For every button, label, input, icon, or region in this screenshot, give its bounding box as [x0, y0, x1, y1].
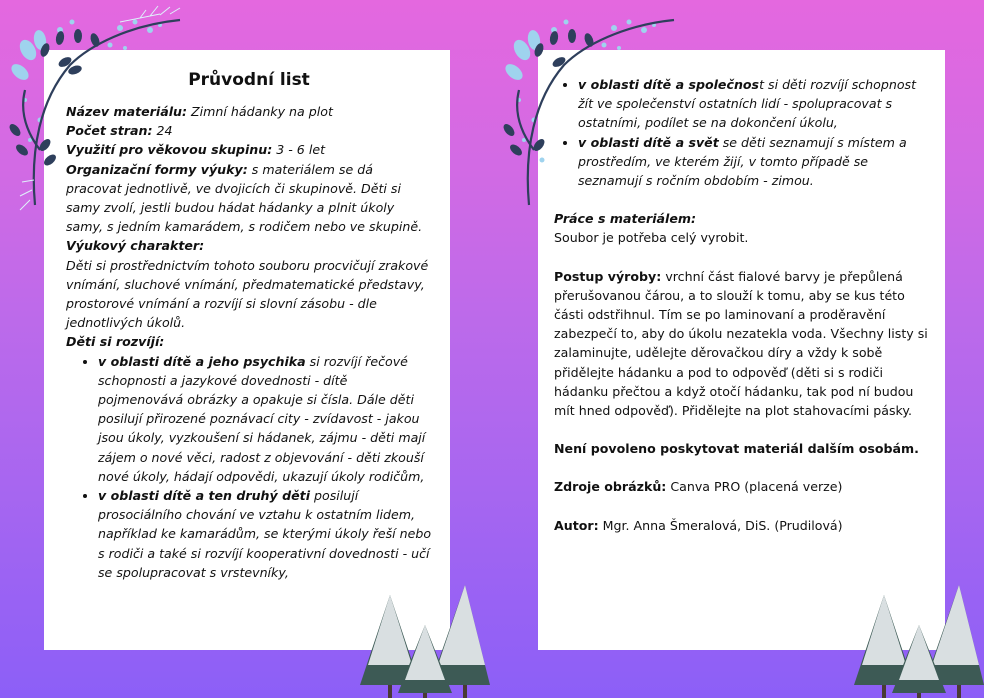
sources-label: Zdroje obrázků: — [554, 479, 667, 495]
procedure — [554, 267, 929, 421]
image-sources — [554, 477, 929, 496]
notice: Není povoleno poskytovat materiál dalším osobám. — [554, 441, 919, 457]
left-page-card — [44, 50, 450, 650]
field-teaching-forms — [66, 160, 432, 237]
sources-value: Canva PRO (placená verze) — [666, 479, 843, 495]
right-page-card — [538, 50, 945, 650]
field-value: Zimní hádanky na plot — [187, 104, 333, 119]
list-item — [578, 133, 929, 191]
page-title: Průvodní list — [188, 70, 310, 90]
field-label: Využití pro věkovou skupinu: — [66, 142, 273, 158]
list-item — [98, 486, 432, 582]
procedure-text: vrchní část fialové barvy je přepůlená přerušovanou čárou, a to slouží k tomu, aby se kus této části odstřihnul. Tím se po laminovaní a proděravění zabezpečí to, aby do úkolu nezatekla voda. Všechny listy si zalaminujte, udělejte děrovačkou díry a vždy k sobě přidělejte hádanku a pod to odpověď (děti si s rodiči hádanku přečtou a když otočí hádanku, tak pod ní budou mít hned odpověď). Přidělejte na plot stahovacími pásky. — [554, 268, 928, 419]
develop-heading: Děti si rozvíjí: — [66, 334, 165, 350]
field-page-count — [66, 121, 432, 140]
field-label: Organizační formy výuky: — [66, 161, 248, 177]
field-value: s materiálem se dá pracovat jednotlivě, ve dvojicích či skupinově. Děti si samy zvolí, jestli budou hádat hádanky a plnit úkoly samy, s jedním kamarádem, s rodičem nebo ve skupině. — [66, 161, 423, 235]
work-text: Soubor je potřeba celý vyrobit. — [554, 230, 749, 246]
field-material-name — [66, 102, 432, 121]
bullet-bold: v oblasti dítě a jeho psychika — [98, 353, 306, 369]
author — [554, 516, 929, 535]
author-value: Mgr. Anna Šmeralová, DiS. (Prudilová) — [598, 517, 843, 533]
bullet-text: t si děti rozvíjí schopnost žít ve společenství ostatních lidí - spolupracovat s ostatními, podílet se na dokončení úkolu, — [578, 77, 917, 131]
bullet-bold: v oblasti dítě a svět — [578, 134, 719, 150]
procedure-label: Postup výroby: — [554, 268, 662, 284]
field-value: 24 — [152, 123, 173, 139]
list-item — [578, 75, 929, 133]
work-heading: Práce s materiálem: — [554, 211, 697, 227]
field-age-group — [66, 140, 432, 159]
bullet-bold: v oblasti dítě a ten druhý děti — [98, 488, 311, 504]
character-heading: Výukový charakter: — [66, 238, 205, 254]
bullet-bold: v oblasti dítě a společnos — [578, 77, 760, 92]
list-item — [98, 352, 432, 486]
field-label: Počet stran: — [66, 123, 153, 139]
bullet-text: si rozvíjí řečové schopnosti a jazykové dovednosti - dítě pojmenovává obrázky a opakuje si čísla. Dále děti posilují přirozené poznávací city - zvídavost - jakou jsou úkoly, vyzkoušení si hádanek, zájmu - děti mají zájem o nové věci, radost z objevování - děti zkouší nové úkoly, hádají odpovědi, ukazují úkoly rodičům, — [98, 353, 426, 484]
develop-list-continued — [554, 75, 929, 190]
develop-list — [66, 352, 432, 582]
field-label: Název materiálu: — [66, 104, 188, 119]
bullet-text: posilují prosociálního chování ve vztahu k ostatním lidem, například ke kamarádům, se kterými úkoly řeší nebo s rodiči a také si rozvíjí kooperativní dovednosti - učí se spolupracovat s vrstevníky, — [98, 488, 432, 580]
bullet-text: se děti seznamují s místem a prostředím, ve kterém žijí, v tomto případě se seznamují s ročním obdobím - zimou. — [578, 134, 907, 189]
author-label: Autor: — [554, 517, 599, 533]
field-value: 3 - 6 let — [272, 142, 326, 158]
character-text: Děti si prostřednictvím tohoto souboru procvičují zrakové vnímání, sluchové vnímání, předmatematické představy, prostorové vnímání a rozvíjí si slovní zásobu - dle jednotlivých úkolů. — [66, 257, 429, 331]
